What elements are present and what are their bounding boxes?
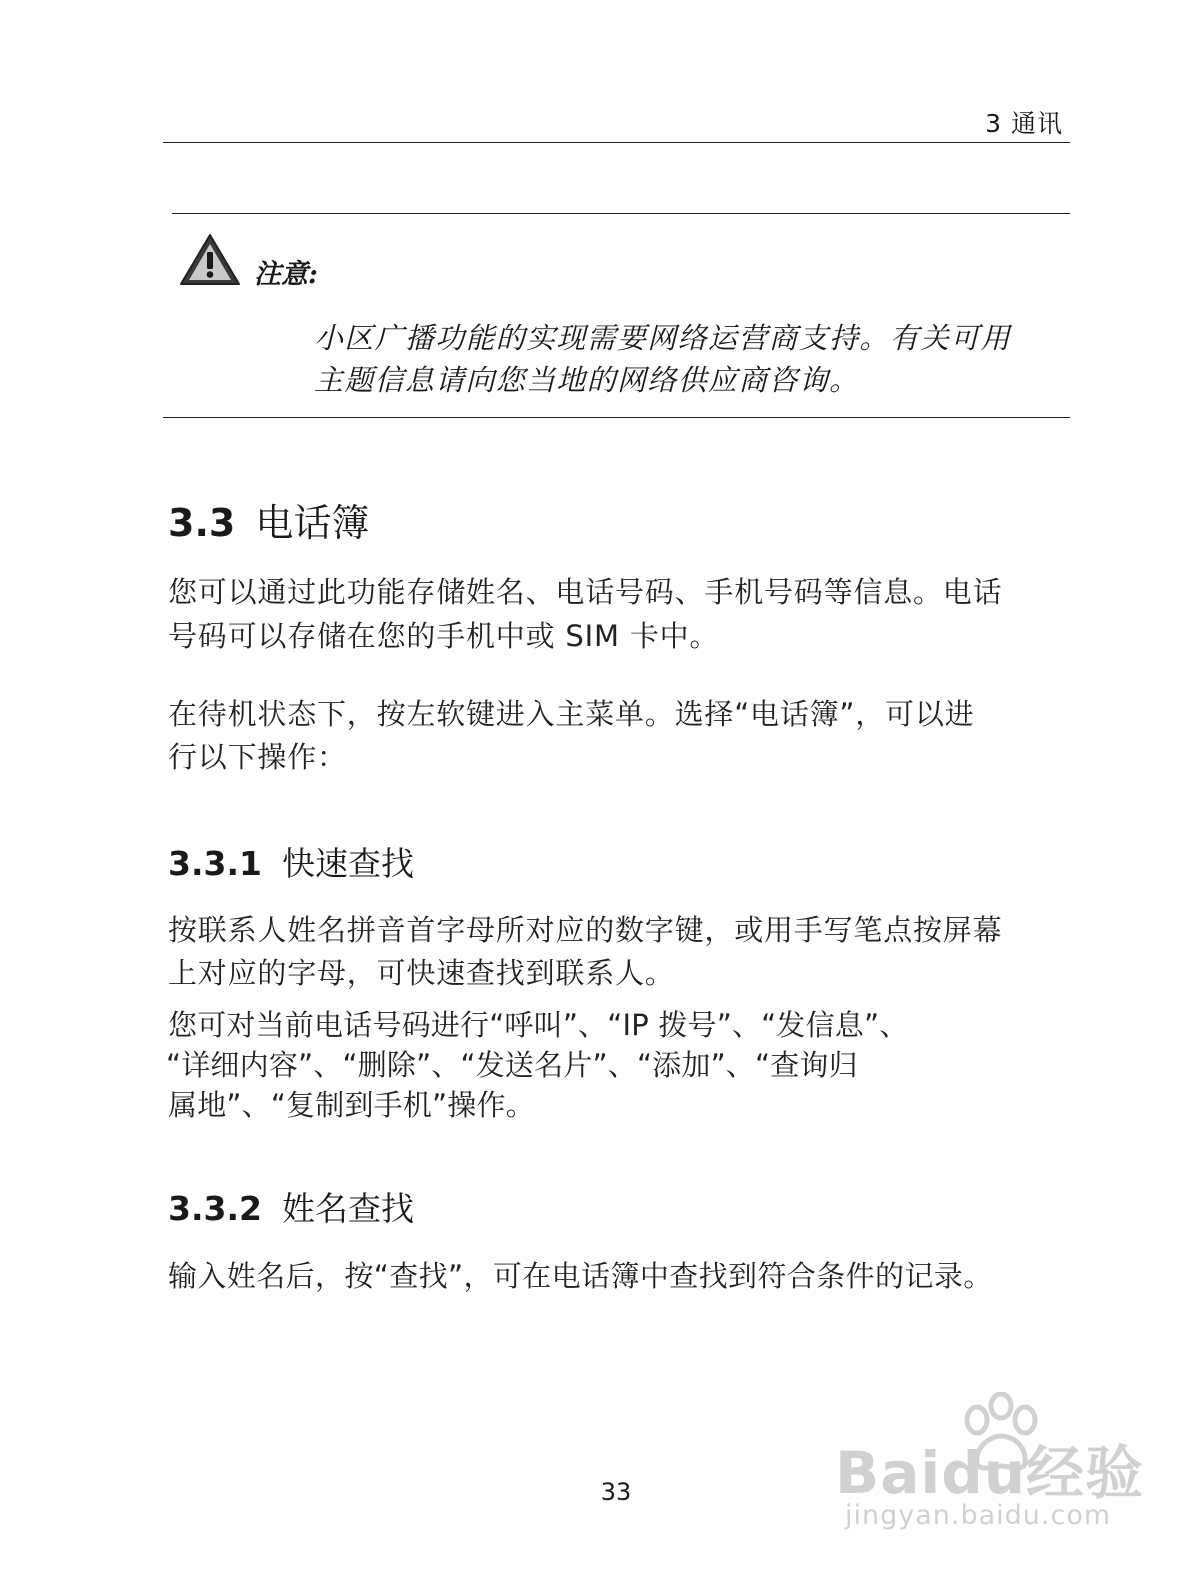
note-bottom-rule — [163, 417, 1070, 418]
running-header: 3 通讯 — [985, 109, 1063, 138]
section-heading-3-3-2 — [168, 1183, 414, 1230]
note-top-rule — [172, 213, 1070, 214]
paragraph-line: 您可以通过此功能存储姓名、电话号码、手机号码等信息。电话 — [168, 575, 1003, 609]
paragraph-line: 属地”、“复制到手机”操作。 — [168, 1088, 535, 1122]
paragraph-line: 号码可以存储在您的手机中或 SIM 卡中。 — [168, 619, 720, 653]
paragraph-line: 按联系人姓名拼音首字母所对应的数字键，或用手写笔点按屏幕 — [168, 913, 1003, 947]
section-number: 3.3.1 — [168, 844, 262, 883]
page-number: 33 — [600, 1478, 632, 1506]
note-text-line: 小区广播功能的实现需要网络运营商支持。有关可用 — [314, 321, 1011, 355]
warning-triangle-icon — [178, 232, 242, 288]
paragraph-line: 上对应的字母，可快速查找到联系人。 — [168, 956, 675, 990]
section-title: 快速查找 — [281, 844, 414, 883]
section-number: 3.3.2 — [168, 1189, 262, 1228]
paragraph-line: 您可对当前电话号码进行“呼叫”、“IP 拨号”、“发信息”、 — [168, 1008, 909, 1042]
paragraph-line: “详细内容”、“删除”、“发送名片”、“添加”、“查询归 — [166, 1048, 858, 1082]
baidu-watermark — [805, 1392, 1145, 1534]
section-title: 姓名查找 — [281, 1189, 414, 1228]
paragraph-line: 行以下操作： — [168, 740, 347, 774]
section-heading-3-3 — [168, 492, 369, 547]
section-heading-3-3-1 — [168, 838, 414, 885]
note-text-line: 主题信息请向您当地的网络供应商咨询。 — [314, 363, 860, 397]
section-number: 3.3 — [168, 501, 236, 545]
section-title: 电话簿 — [255, 501, 370, 545]
watermark-logo: Baidu经验 — [835, 1439, 1145, 1507]
note-label: 注意: — [254, 259, 318, 290]
header-rule — [163, 142, 1070, 143]
paragraph-line: 输入姓名后，按“查找”，可在电话簿中查找到符合条件的记录。 — [168, 1259, 993, 1293]
watermark-url: jingyan.baidu.com — [845, 1500, 1112, 1531]
paragraph-line: 在待机状态下，按左软键进入主菜单。选择“电话簿”，可以进 — [168, 697, 975, 731]
